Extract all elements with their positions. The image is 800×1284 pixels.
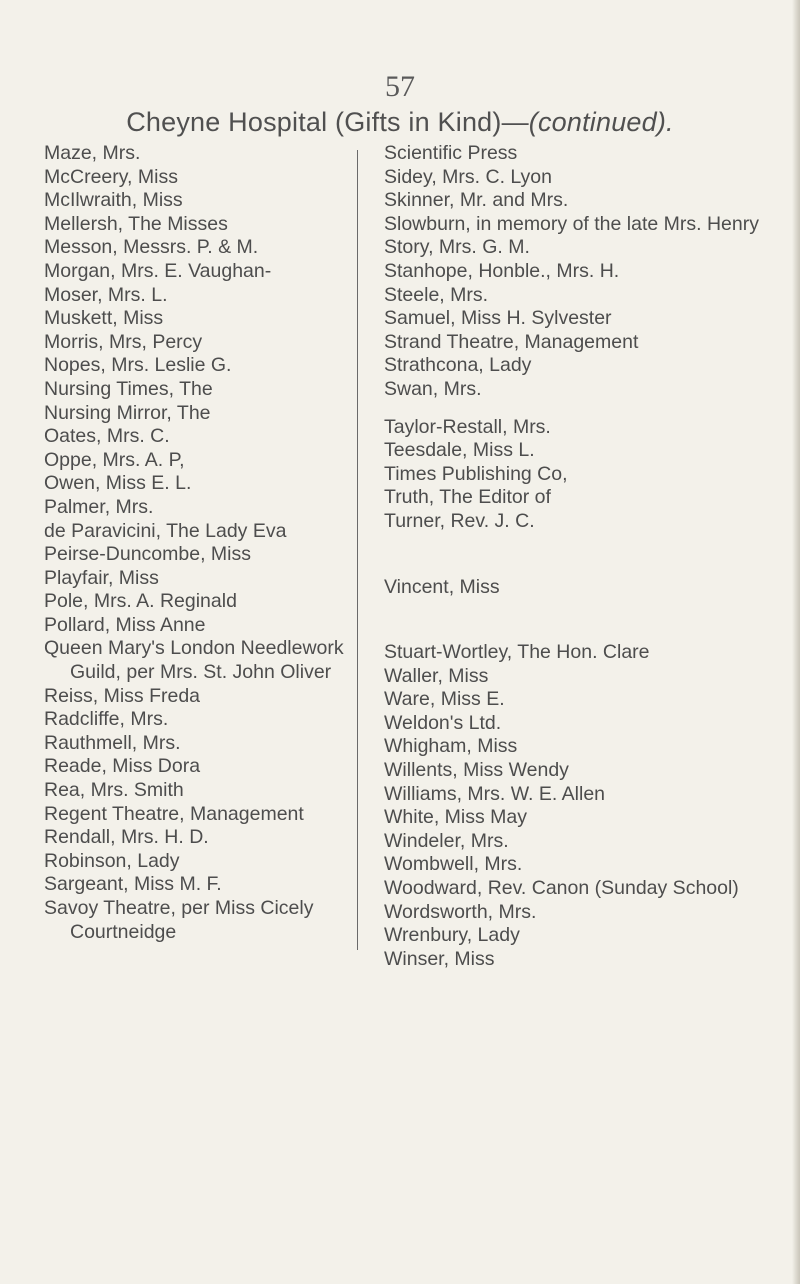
list-item: Rendall, Mrs. H. D.: [44, 826, 209, 849]
list-item: Willents, Miss Wendy: [384, 759, 569, 782]
list-item: Steele, Mrs.: [384, 283, 489, 306]
list-item: Rauthmell, Mrs.: [44, 731, 181, 754]
right-column: [384, 142, 784, 971]
list-item: Windeler, Mrs.: [384, 829, 509, 852]
list-item: Playfair, Miss: [44, 566, 159, 589]
list-item: Wombwell, Mrs.: [384, 853, 523, 876]
list-item: Sidey, Mrs. C. Lyon: [384, 165, 552, 188]
list-item: Teesdale, Miss L.: [384, 439, 535, 462]
list-item: Story, Mrs. G. M.: [384, 236, 530, 259]
list-item: Weldon's Ltd.: [384, 711, 502, 734]
list-item: Stanhope, Honble., Mrs. H.: [384, 259, 620, 282]
list-item: Radcliffe, Mrs.: [44, 708, 169, 731]
list-item: Owen, Miss E. L.: [44, 472, 192, 495]
list-item: Pollard, Miss Anne: [44, 613, 206, 636]
list-item: Savoy Theatre, per Miss Cicely Courtneidge: [44, 897, 314, 943]
list-item: McIlwraith, Miss: [44, 189, 183, 212]
heading-main: Cheyne Hospital (Gifts in Kind)—: [126, 107, 529, 137]
list-item: Times Publishing Co,: [384, 462, 568, 485]
spacer: [384, 402, 784, 416]
list-item: Oppe, Mrs. A. P,: [44, 448, 185, 471]
list-item: Woodward, Rev. Canon (Sunday School): [384, 877, 739, 900]
list-item: Truth, The Editor of: [384, 486, 551, 509]
list-item: Ware, Miss E.: [384, 688, 505, 711]
list-item: Peirse-Duncombe, Miss: [44, 543, 251, 566]
list-item: de Paravicini, The Lady Eva: [44, 519, 287, 542]
list-item: Pole, Mrs. A. Reginald: [44, 590, 237, 613]
list-item: Morgan, Mrs. E. Vaughan-: [44, 259, 272, 282]
list-item: Nursing Mirror, The: [44, 401, 211, 424]
list-item: Moser, Mrs. L.: [44, 283, 168, 306]
list-item: Skinner, Mr. and Mrs.: [384, 189, 569, 212]
list-item: Whigham, Miss: [384, 735, 518, 758]
list-item: Maze, Mrs.: [44, 142, 141, 164]
left-column: [44, 142, 354, 944]
list-item: Wrenbury, Lady: [384, 924, 520, 947]
list-item: Reade, Miss Dora: [44, 755, 201, 778]
list-item: Morris, Mrs, Percy: [44, 330, 203, 353]
list-item: Robinson, Lady: [44, 849, 180, 872]
list-item: Waller, Miss: [384, 664, 489, 687]
list-item: Williams, Mrs. W. E. Allen: [384, 782, 606, 805]
list-item: Regent Theatre, Management: [44, 802, 304, 825]
list-item: Muskett, Miss: [44, 307, 164, 330]
list-item: Samuel, Miss H. Sylvester: [384, 307, 612, 330]
page-heading: [0, 107, 800, 138]
list-item: Palmer, Mrs.: [44, 495, 154, 518]
list-item: Winser, Miss: [384, 947, 495, 970]
list-item: McCreery, Miss: [44, 165, 178, 188]
page-edge: [792, 0, 800, 1284]
list-item: Oates, Mrs. C.: [44, 425, 170, 448]
list-item: Stuart-Wortley, The Hon. Clare: [384, 641, 650, 664]
heading-continued: (continued).: [528, 107, 674, 137]
list-item: Scientific Press: [384, 142, 518, 164]
list-item: White, Miss May: [384, 806, 528, 829]
list-item: Vincent, Miss: [384, 575, 500, 598]
list-item: Queen Mary's London Needlework Guild, per Mrs. St. John Oliver: [44, 637, 344, 684]
list-item: Swan, Mrs.: [384, 377, 482, 400]
list-item: Nursing Times, The: [44, 377, 213, 400]
column-divider: [357, 150, 358, 950]
spacer: [384, 534, 784, 576]
list-item: Taylor-Restall, Mrs.: [384, 415, 551, 438]
list-item: Strathcona, Lady: [384, 354, 532, 377]
page-number: 57: [385, 70, 415, 103]
list-item: Messon, Messrs. P. & M.: [44, 236, 259, 259]
list-item: Wordsworth, Mrs.: [384, 900, 537, 923]
list-item: Sargeant, Miss M. F.: [44, 873, 222, 896]
list-item: Rea, Mrs. Smith: [44, 779, 184, 802]
list-item: Nopes, Mrs. Leslie G.: [44, 354, 232, 377]
list-item: Strand Theatre, Management: [384, 330, 639, 353]
list-item: Mellersh, The Misses: [44, 212, 228, 235]
list-item: Slowburn, in memory of the late Mrs. Henry: [384, 212, 759, 235]
list-item: Turner, Rev. J. C.: [384, 509, 535, 532]
list-item: Reiss, Miss Freda: [44, 684, 201, 707]
spacer: [384, 599, 784, 641]
